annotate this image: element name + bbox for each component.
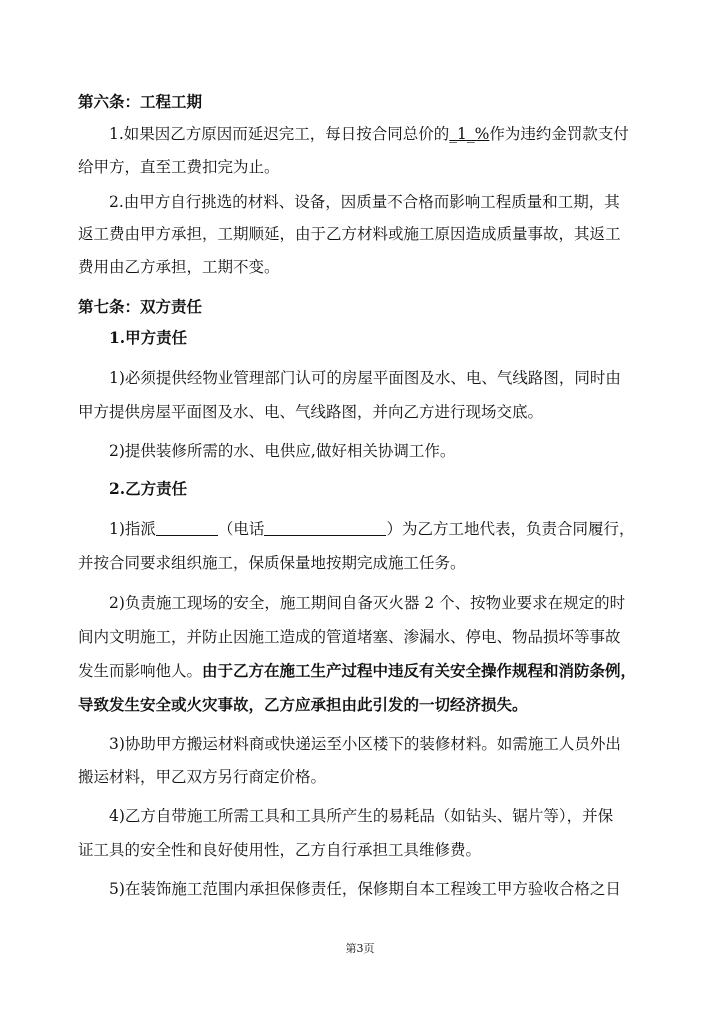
- page-number: 第3页: [345, 942, 375, 955]
- section-6-paragraph-2: 2.由甲方自行挑选的材料、设备，因质量不合格而影响工程质量和工期，其: [109, 193, 620, 211]
- party-b-item-2: 2)负责施工现场的安全，施工期间自备灭火器 2 个、按物业要求在规定的时: [109, 594, 626, 612]
- party-a-item-1-cont: 甲方提供房屋平面图及水、电、气线路图，并向乙方进行现场交底。: [78, 403, 544, 421]
- party-b-item-5: 5)在装饰施工范围内承担保修责任，保修期自本工程竣工甲方验收合格之日: [109, 880, 621, 898]
- party-b-item-1-cont: 并按合同要求组织施工，保质保量地按期完成施工任务。: [78, 554, 466, 572]
- section-7-title: 第七条：双方责任: [78, 297, 203, 316]
- section-6-paragraph-2-cont1: 返工费由甲方承担，工期顺延，由于乙方材料或施工原因造成质量事故，其返工: [78, 225, 621, 243]
- penalty-rate: _1_%: [449, 125, 490, 143]
- section-6-paragraph-1-cont: 给甲方，直至工费扣完为止。: [78, 158, 280, 176]
- section-6-title: 第六条：工程工期: [78, 92, 203, 111]
- text-run: 发生而影响他人。: [78, 662, 203, 680]
- safety-liability-text: 由于乙方在施工生产过程中违反有关安全操作规程和消防条例，: [202, 661, 637, 680]
- text-run: 作为违约金罚款支付: [489, 125, 629, 143]
- phone-label: （电话: [217, 520, 265, 538]
- party-a-item-2: 2)提供装修所需的水、电供应,做好相关协调工作。: [109, 442, 456, 460]
- party-b-item-1: [78, 519, 646, 539]
- document-body: [78, 92, 646, 899]
- party-b-heading: 2.乙方责任: [109, 479, 188, 498]
- party-a-item-1: 1)必须提供经物业管理部门认可的房屋平面图及水、电、气线路图，同时由: [109, 369, 621, 387]
- text-run: ）: [386, 520, 402, 538]
- party-b-item-2-cont2: [78, 661, 646, 681]
- phone-number-blank[interactable]: [264, 519, 386, 536]
- party-b-item-2-bold: 导致发生安全或火灾事故，乙方应承担由此引发的一切经济损失。: [78, 695, 528, 714]
- party-b-item-3-cont: 搬运材料，甲乙双方另行商定价格。: [78, 768, 327, 786]
- section-6-paragraph-1: [78, 124, 646, 144]
- party-a-heading: 1.甲方责任: [109, 328, 188, 347]
- section-6-paragraph-2-cont2: 费用由乙方承担，工期不变。: [78, 258, 280, 276]
- party-b-item-2-cont1: 间内文明施工，并防止因施工造成的管道堵塞、渗漏水、停电、物品损坏等事故: [78, 628, 621, 646]
- party-b-item-4: 4)乙方自带施工所需工具和工具所产生的易耗品（如钻头、锯片等），并保: [109, 807, 614, 825]
- representative-name-blank[interactable]: [156, 519, 218, 536]
- text-run: 1)指派: [109, 520, 156, 538]
- party-b-item-4-cont: 证工具的安全性和良好使用性，乙方自行承担工具维修费。: [78, 841, 482, 859]
- text-run: 1.如果因乙方原因而延迟完工，每日按合同总价的: [109, 125, 450, 143]
- text-run: 为乙方工地代表，负责合同履行，: [401, 520, 635, 538]
- party-b-item-3: 3)协助甲方搬运材料商或快递运至小区楼下的装修材料。如需施工人员外出: [109, 735, 621, 753]
